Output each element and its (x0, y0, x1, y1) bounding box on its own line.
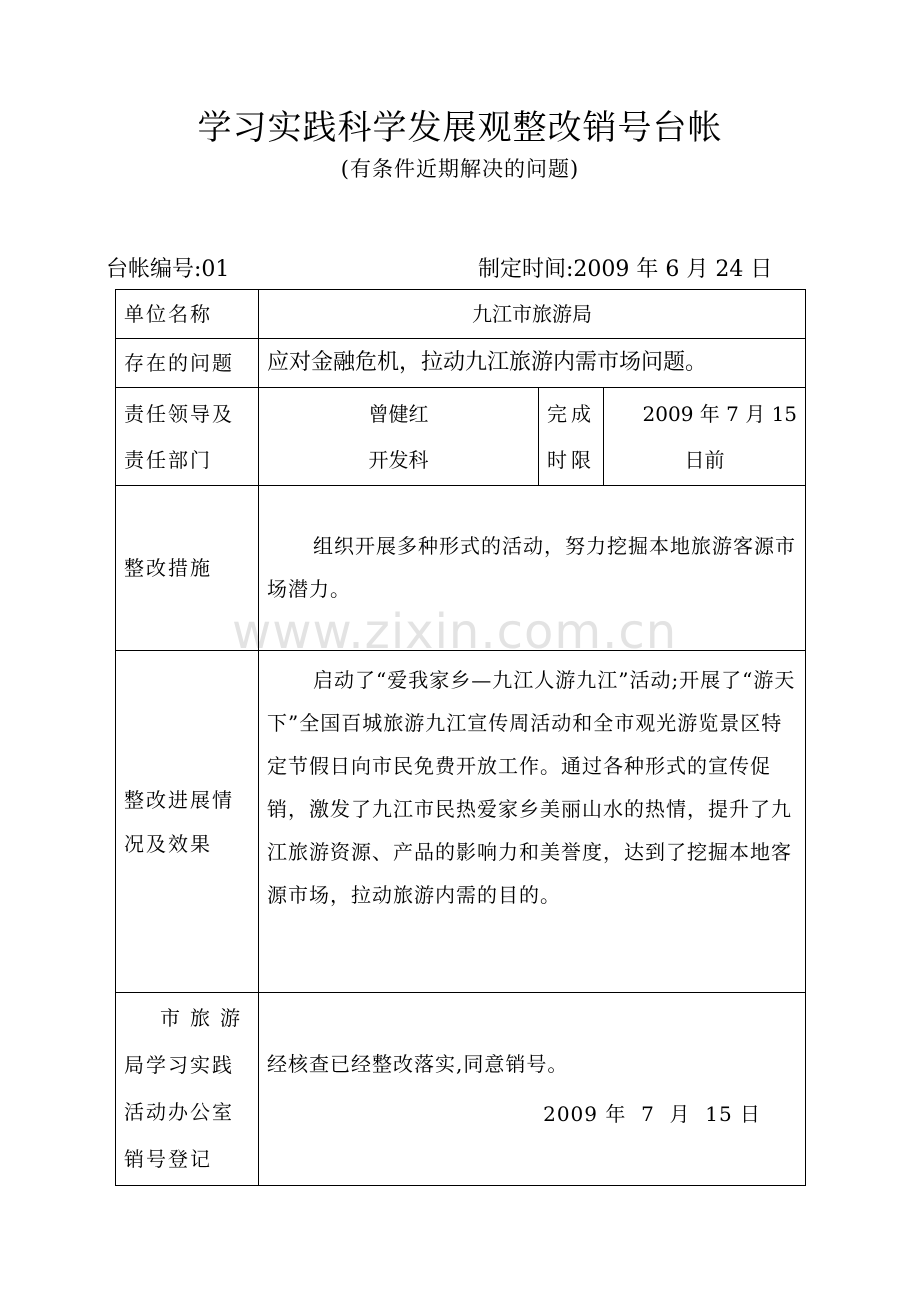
deadline-label-line2: 时限 (547, 447, 595, 472)
registry-label-line3: 活动办公室 (124, 1100, 234, 1124)
issue-date-value: 2009 年 6 月 24 日 (573, 257, 773, 282)
ledger-table (115, 289, 806, 1186)
deadline-label-line1: 完成 (547, 401, 595, 426)
unit-value: 九江市旅游局 (259, 290, 806, 339)
deadline-label (539, 388, 604, 486)
measures-label: 整改措施 (116, 486, 259, 651)
row-unit (116, 290, 806, 339)
registry-label (116, 993, 259, 1186)
responsible-label-line1: 责任领导及 (124, 401, 234, 426)
registry-label-line1: 市旅游 (160, 1006, 250, 1030)
progress-value: 启动了“爱我家乡—九江人游九江”活动;开展了“游天下”全国百城旅游九江宣传周活动和全市观光游览景区特定节假日向市民免费开放工作。通过各种形式的宣传促销，激发了九江市民热爱家乡美丽山水的热情，提升了九江旅游资源、产品的影响力和美誉度，达到了挖掘本地客源市场，拉动旅游内需的目的。 (259, 651, 806, 993)
row-responsibility (116, 388, 806, 486)
ledger-number-value: 01 (201, 257, 230, 282)
registry-date: 2009 年 7 月 15 日 (543, 1102, 762, 1126)
row-progress (116, 651, 806, 993)
progress-label (116, 651, 259, 993)
registry-value (259, 993, 806, 1186)
registry-note: 经核查已经整改落实,同意销号。 (267, 1052, 569, 1076)
progress-label-line2: 况及效果 (124, 831, 212, 856)
ledger-number (106, 252, 229, 283)
responsible-value (259, 388, 539, 486)
row-measures (116, 486, 806, 651)
row-registry (116, 993, 806, 1186)
measures-value: 组织开展多种形式的活动，努力挖掘本地旅游客源市场潜力。 (259, 486, 806, 651)
issue-date-label: 制定时间: (478, 257, 574, 282)
progress-label-line1: 整改进展情 (124, 787, 234, 812)
leader-dept: 开发科 (368, 447, 429, 472)
ledger-number-label: 台帐编号: (106, 257, 202, 282)
deadline-value (604, 388, 806, 486)
registry-label-line4: 销号登记 (124, 1147, 212, 1171)
responsible-label (116, 388, 259, 486)
document-title: 学习实践科学发展观整改销号台帐 (197, 108, 723, 148)
deadline-value-line2: 日前 (684, 447, 725, 472)
deadline-value-line1: 2009 年 7 月 15 (642, 401, 798, 426)
leader-name: 曾健红 (368, 401, 429, 426)
watermark: www.zixin.com.cn (232, 604, 678, 660)
issue-date (478, 252, 772, 283)
document-subtitle: (有条件近期解决的问题) (340, 157, 580, 181)
responsible-label-line2: 责任部门 (124, 447, 212, 472)
row-problem (116, 339, 806, 388)
registry-label-line2: 局学习实践 (124, 1053, 234, 1077)
problem-label: 存在的问题 (116, 339, 259, 388)
problem-value: 应对金融危机，拉动九江旅游内需市场问题。 (259, 339, 806, 388)
unit-label: 单位名称 (116, 290, 259, 339)
